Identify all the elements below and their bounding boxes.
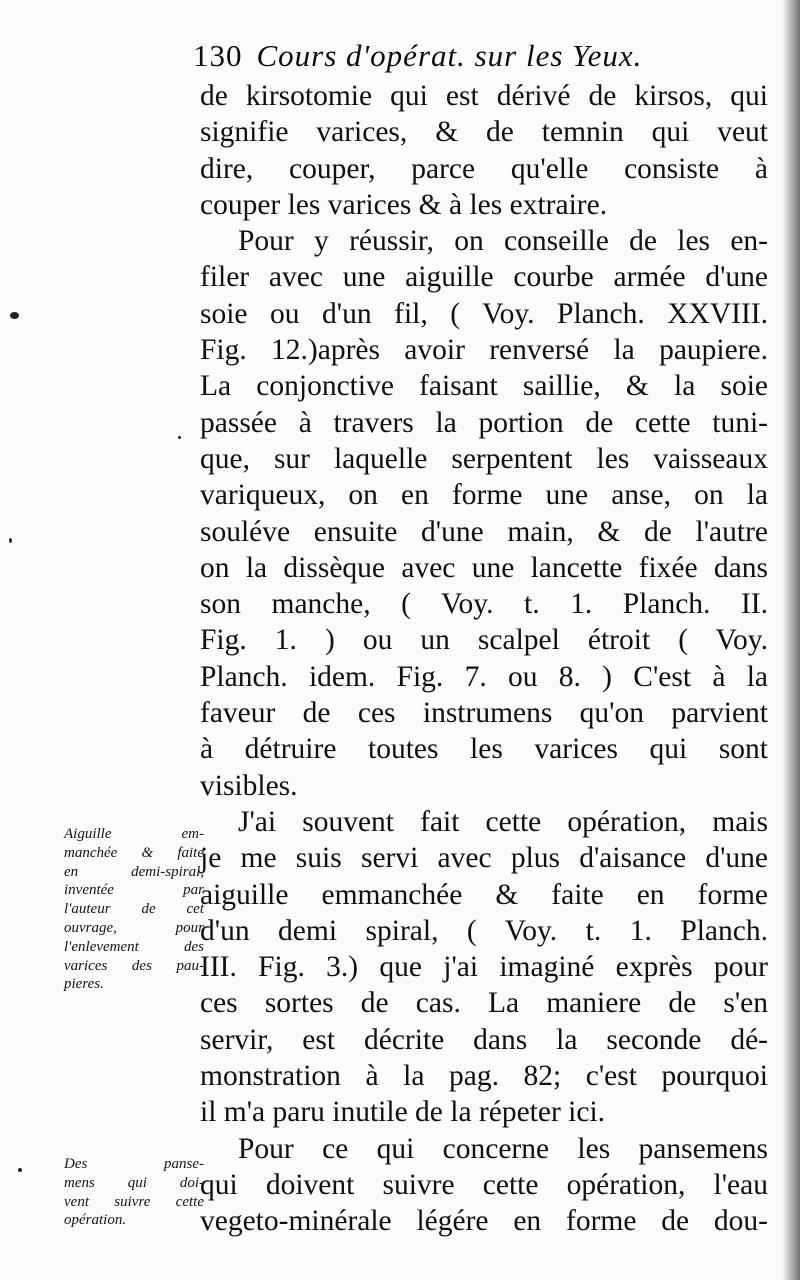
ink-speck [10,312,19,319]
margin-note-line: pieres. [64,976,104,993]
text-line: son manche, ( Voy. t. 1. Planch. II. [200,588,768,621]
text-line: ces sortes de cas. La maniere de s'en [200,987,768,1020]
text-line: Fig. 1. ) ou un scalpel étroit ( Voy. [200,624,768,657]
text-line: visibles. [200,769,298,802]
margin-note-line: en demi-spiral, [64,863,204,880]
text-line: monstration à la pag. 82; c'est pourquoi [200,1060,768,1093]
text-line: vegeto-minérale légére en forme de dou- [200,1205,768,1238]
text-line: souléve ensuite d'une main, & de l'autre [200,515,768,548]
text-line: Fig. 12.)après avoir renversé la paupiere. [200,334,768,367]
ink-speck [9,538,12,543]
text-line: La conjonctive faisant saillie, & la soie [200,370,768,403]
running-head-title: Cours d'opérat. sur les Yeux. [256,38,643,73]
text-line: dire, couper, parce qu'elle consiste à [200,152,768,185]
text-line: couper les varices & à les extraire. [200,188,608,221]
body-text [200,78,768,1240]
text-line: variqueux, on en forme une anse, on la [200,479,768,512]
text-line: je me suis servi avec plus d'aisance d'une [200,842,768,875]
text-line: Planch. idem. Fig. 7. ou 8. ) C'est à la [200,660,768,693]
text-line: soie ou d'un fil, ( Voy. Planch. XXVIII. [200,297,768,330]
running-head [193,38,793,74]
text-line: J'ai souvent fait cette opération, mais [238,805,768,838]
text-line: il m'a paru inutile de la répeter ici. [200,1096,606,1129]
margin-note-line: manchée & faite [64,844,204,861]
margin-note-line: l'enlevement des [64,938,204,955]
text-line: signifie varices, & de temnin qui veut [200,116,768,149]
text-line: faveur de ces instrumens qu'on parvient [200,697,768,730]
page-edge-shadow [782,0,800,1280]
text-line: passée à travers la portion de cette tuni- [200,406,768,439]
margin-note-line: opération. [64,1212,127,1229]
text-line: III. Fig. 3.) que j'ai imaginé exprès pour [200,951,768,984]
page-number: 130 [193,38,243,73]
ink-speck [178,436,181,439]
ink-speck [18,1168,22,1172]
margin-note-line: l'auteur de cet [64,901,204,918]
margin-note-line: Des panse- [64,1156,204,1172]
margin-note-pansemens [64,1155,204,1230]
text-line: d'un demi spiral, ( Voy. t. 1. Planch. [200,914,768,947]
text-line: filer avec une aiguille courbe armée d'une [200,261,768,294]
margin-note-line: varices des pau- [64,957,204,974]
margin-note-aiguille [64,825,204,994]
margin-note-line: vent suivre cette [64,1193,204,1210]
text-line: que, sur laquelle serpentent les vaisseaux [200,442,768,475]
margin-note-line: Aiguille em- [64,826,204,842]
text-line: Pour ce qui concerne les pansemens [238,1132,768,1165]
margin-note-line: inventée par [64,882,204,899]
text-line: qui doivent suivre cette opération, l'eau [200,1168,768,1201]
text-line: de kirsotomie qui est dérivé de kirsos, qui [200,80,768,112]
margin-note-line: ouvrage, pour [64,919,204,936]
text-line: à détruire toutes les varices qui sont [200,733,768,766]
text-line: aiguille emmanchée & faite en forme [200,878,768,911]
margin-note-line: mens qui doi- [64,1174,204,1191]
text-line: on la dissèque avec une lancette fixée dans [200,551,768,584]
text-line: servir, est décrite dans la seconde dé- [200,1023,768,1056]
text-line: Pour y réussir, on conseille de les en- [238,225,768,258]
